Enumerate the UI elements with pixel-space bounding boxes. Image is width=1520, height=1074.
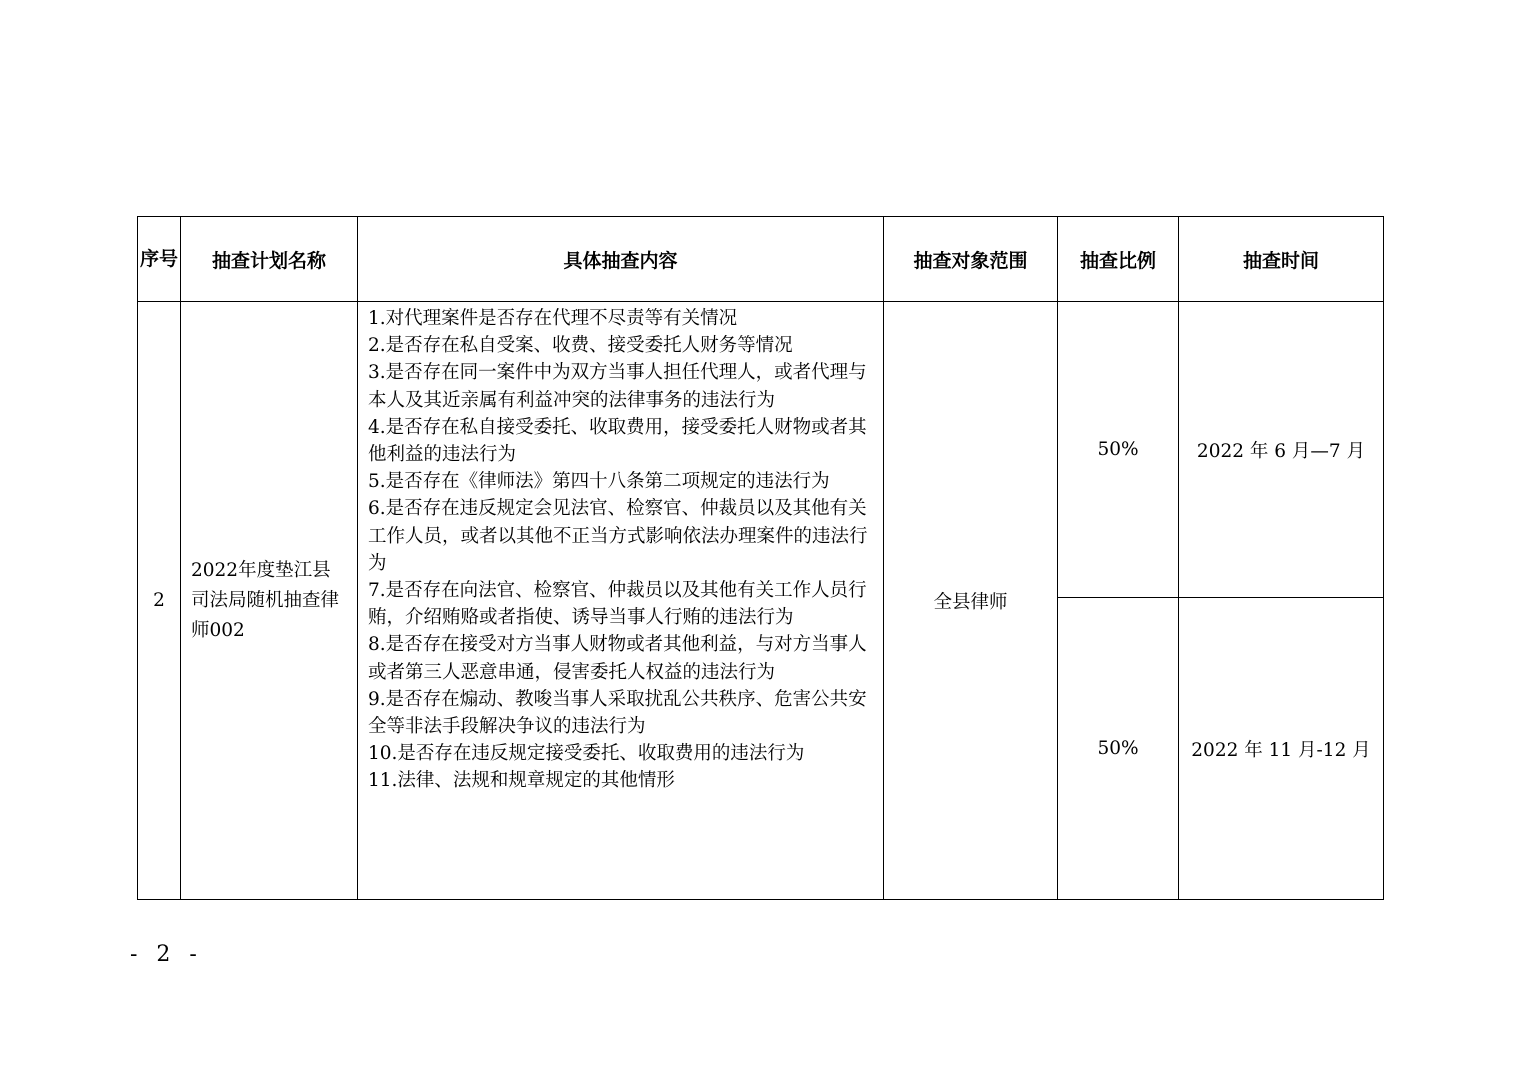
header-ratio: 抽查比例 [1058, 217, 1179, 302]
content-item: 3.是否存在同一案件中为双方当事人担任代理人，或者代理与本人及其近亲属有利益冲突的法律事务的违法行为 [368, 362, 867, 411]
cell-content [358, 302, 884, 900]
header-time: 抽查时间 [1179, 217, 1384, 302]
inspection-plan-table [137, 216, 1384, 900]
cell-seq: 2 [138, 302, 181, 900]
content-item: 1.对代理案件是否存在代理不尽责等有关情况 [368, 308, 738, 329]
cell-ratio-period-2: 50% [1058, 598, 1179, 900]
table-row [138, 302, 1384, 598]
table-header-row [138, 217, 1384, 302]
cell-time-period-1: 2022 年 6 月—7 月 [1179, 302, 1384, 598]
header-seq: 序号 [138, 217, 181, 302]
cell-scope: 全县律师 [884, 302, 1058, 900]
header-scope: 抽查对象范围 [884, 217, 1058, 302]
cell-ratio-period-1: 50% [1058, 302, 1179, 598]
content-item: 10.是否存在违反规定接受委托、收取费用的违法行为 [368, 743, 805, 765]
content-item: 11.法律、法规和规章规定的其他情形 [368, 770, 675, 792]
header-content: 具体抽查内容 [358, 217, 884, 302]
content-item: 4.是否存在私自接受委托、收取费用，接受委托人财物或者其他利益的违法行为 [368, 416, 867, 466]
cell-time-period-2: 2022 年 11 月-12 月 [1179, 598, 1384, 900]
content-item: 2.是否存在私自受案、收费、接受委托人财务等情况 [368, 335, 793, 357]
content-item: 9.是否存在煽动、教唆当事人采取扰乱公共秩序、危害公共安全等非法手段解决争议的违法行为 [368, 688, 867, 738]
page-number: - 2 - [130, 942, 203, 967]
content-item: 5.是否存在《律师法》第四十八条第二项规定的违法行为 [368, 471, 830, 493]
header-plan-name: 抽查计划名称 [181, 217, 358, 302]
content-item: 8.是否存在接受对方当事人财物或者其他利益，与对方当事人或者第三人恶意串通，侵害委托人权益的违法行为 [368, 634, 867, 683]
content-item: 7.是否存在向法官、检察官、仲裁员以及其他有关工作人员行贿，介绍贿赂或者指使、诱导当事人行贿的违法行为 [368, 580, 867, 629]
cell-plan-name: 2022年度垫江县司法局随机抽查律师002 [181, 302, 358, 900]
content-item: 6.是否存在违反规定会见法官、检察官、仲裁员以及其他有关工作人员，或者以其他不正当方式影响依法办理案件的违法行为 [368, 498, 868, 574]
